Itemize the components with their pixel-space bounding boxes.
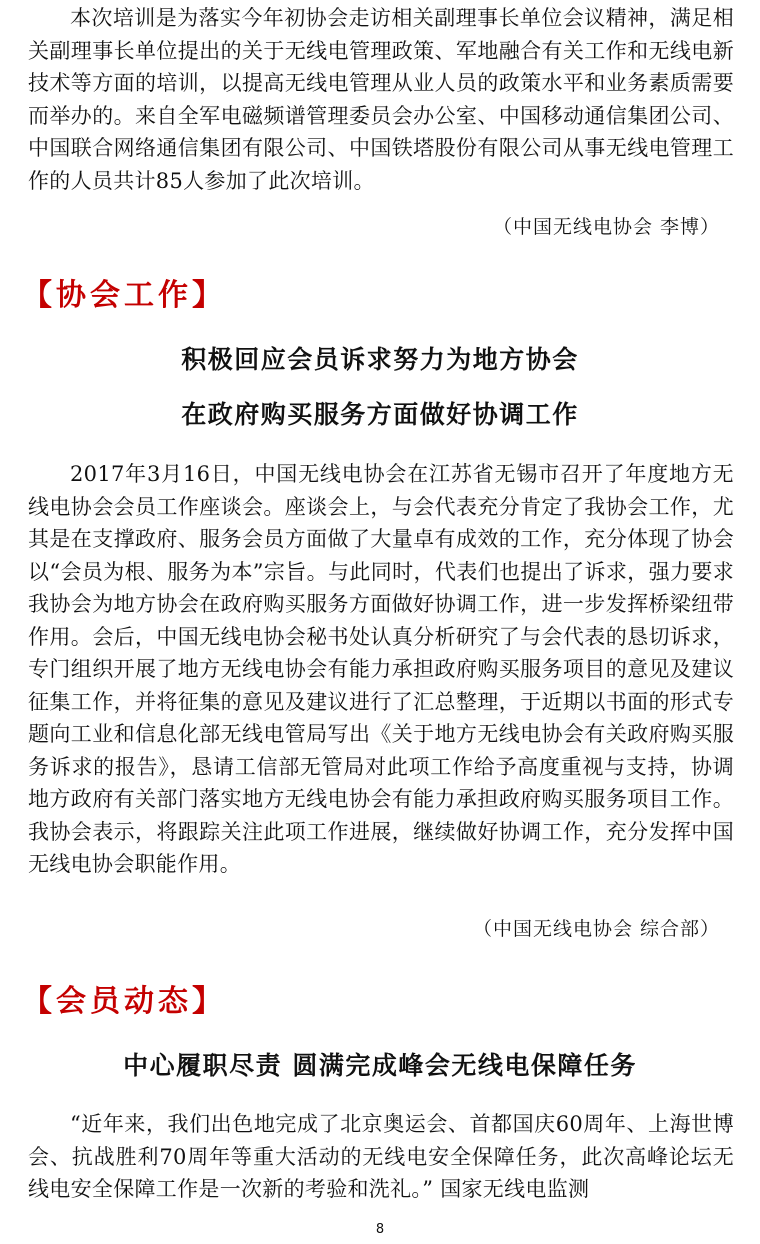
- page-number: 8: [375, 1222, 385, 1237]
- intro-signature: （中国无线电协会 李博）: [492, 216, 720, 238]
- article-title-line-1: 积极回应会员诉求努力为地方协会: [181, 345, 579, 374]
- article-signature: （中国无线电协会 综合部）: [472, 918, 720, 940]
- section-heading-member-news: 【会员动态】: [22, 984, 226, 1019]
- article-body-paragraph: “近年来，我们出色地完成了北京奥运会、首都国庆60周年、上海世博会、抗战胜利70周年等重大活动的无线电安全保障任务，此次高峰论坛无线电安全保障工作是一次新的考验和洗礼。” 国家无线电监测: [28, 1112, 734, 1201]
- intro-paragraph: 本次培训是为落实今年初协会走访相关副理事长单位会议精神，满足相关副理事长单位提出的关于无线电管理政策、军地融合有关工作和无线电新技术等方面的培训，以提高无线电管理从业人员的政策水平和业务素质需要而举办的。来自全军电磁频谱管理委员会办公室、中国移动通信集团公司、中国联合网络通信集团有限公司、中国铁塔股份有限公司从事无线电管理工作的人员共计85人参加了此次培训。: [28, 6, 734, 193]
- article-title-line-2: 在政府购买服务方面做好协调工作: [181, 400, 579, 429]
- article-title: 中心履职尽责 圆满完成峰会无线电保障任务: [123, 1051, 637, 1080]
- article-body-paragraph: 2017年3月16日，中国无线电协会在江苏省无锡市召开了年度地方无线电协会会员工作座谈会。座谈会上，与会代表充分肯定了我协会工作，尤其是在支撑政府、服务会员方面做了大量卓有成效的工作，充分体现了协会以“会员为根、服务为本”宗旨。与此同时，代表们也提出了诉求，强力要求我协会为地方协会在政府购买服务方面做好协调工作，进一步发挥桥梁纽带作用。会后，中国无线电协会秘书处认真分析研究了与会代表的恳切诉求，专门组织开展了地方无线电协会有能力承担政府购买服务项目的意见及建议征集工作，并将征集的意见及建议进行了汇总整理，于近期以书面的形式专题向工业和信息化部无线电管局写出《关于地方无线电协会有关政府购买服务诉求的报告》，恳请工信部无管局对此项工作给予高度重视与支持，协调地方政府有关部门落实地方无线电协会有能力承担政府购买服务项目工作。我协会表示，将跟踪关注此项工作进展，继续做好协调工作，充分发挥中国无线电协会职能作用。: [28, 462, 734, 876]
- section-heading-association-work: 【协会工作】: [22, 278, 226, 313]
